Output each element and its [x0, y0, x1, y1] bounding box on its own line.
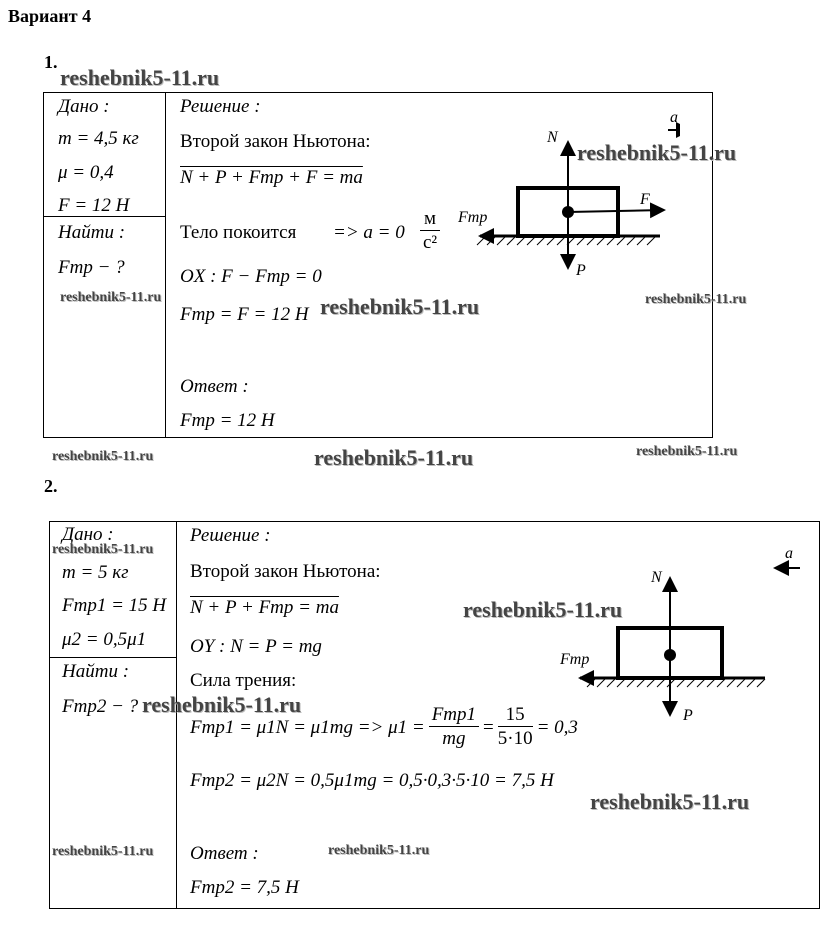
najti-label: Найти : — [62, 661, 130, 682]
newton-law-text: Второй закон Ньютона: — [190, 561, 381, 582]
vector-equation: N + P + Fтр + F = ma — [180, 167, 363, 188]
watermark: reshebnik5-11.ru — [320, 294, 480, 319]
dano-label: Дано : — [58, 96, 110, 117]
given-item: m = 4,5 кг — [58, 128, 139, 149]
watermark: reshebnik5-11.ru — [636, 444, 738, 459]
fraction-1-num: Fтр1 — [429, 704, 479, 727]
acceleration-label: a — [785, 545, 793, 562]
rest-text: Тело покоится — [180, 222, 297, 243]
watermark: reshebnik5-11.ru — [52, 542, 154, 557]
fraction-2-num: 15 — [498, 704, 533, 727]
problem-2-given-separator — [49, 657, 176, 658]
page-title: Вариант 4 — [8, 6, 92, 26]
given-item: m = 5 кг — [62, 562, 129, 583]
applied-force-label: F — [640, 191, 650, 208]
given-item: F = 12 Н — [58, 195, 130, 216]
given-item: Fтр1 = 15 Н — [62, 595, 167, 616]
given-item: μ = 0,4 — [58, 162, 114, 183]
najti-label: Найти : — [58, 222, 126, 243]
unit-numerator: м — [420, 208, 440, 231]
fraction-2 — [498, 704, 533, 751]
find-item: Fтр − ? — [58, 257, 125, 278]
gravity-label: P — [576, 262, 586, 279]
newton-law-text: Второй закон Ньютона: — [180, 131, 371, 152]
reshenie-label: Решение : — [190, 525, 271, 546]
force-diagram-2 — [550, 530, 815, 730]
vector-equation: N + P + Fтр = ma — [190, 597, 339, 618]
applied-force-arrow — [568, 210, 664, 212]
mu1-derivation: Fтр1 = μ1N = μ1mg => μ1 = $\frac{\text{Fтр1}}{mg}$ = $\frac{15}{5\cdot 10}$ = 0,3 — [190, 704, 578, 749]
mu1-result: = 0,3 — [536, 716, 578, 738]
watermark: reshebnik5-11.ru — [60, 290, 162, 305]
friction-label: Сила трения: — [190, 670, 297, 691]
gravity-label: P — [683, 707, 693, 724]
problem-1-number: 1. — [44, 52, 58, 72]
watermark: reshebnik5-11.ru — [577, 140, 737, 165]
answer-label: Ответ : — [190, 843, 259, 864]
watermark: reshebnik5-11.ru — [60, 65, 220, 90]
watermark: reshebnik5-11.ru — [645, 292, 747, 307]
friction-equation: Fтр = F = 12 Н — [180, 304, 309, 325]
answer-label: Ответ : — [180, 376, 249, 397]
problem-2-number: 2. — [44, 476, 58, 496]
watermark: reshebnik5-11.ru — [328, 843, 430, 858]
watermark: reshebnik5-11.ru — [590, 789, 750, 814]
answer-value: Fтр = 12 Н — [180, 410, 275, 431]
friction-force-label: Fтр — [458, 209, 488, 226]
fraction-1 — [429, 704, 479, 751]
watermark: reshebnik5-11.ru — [52, 844, 154, 859]
watermark: reshebnik5-11.ru — [52, 449, 154, 464]
watermark: reshebnik5-11.ru — [314, 445, 474, 470]
fraction-2-den: 5·10 — [497, 728, 533, 749]
ftr2-derivation: Fтр2 = μ2N = 0,5μ1mg = 0,5·0,3·5·10 = 7,5 Н — [190, 770, 554, 791]
unit-denominator: с² — [422, 232, 438, 253]
force-diagram-1 — [440, 100, 680, 280]
ox-equation: OX : F − Fтр = 0 — [180, 266, 322, 287]
watermark: reshebnik5-11.ru — [142, 692, 302, 717]
unit-fraction — [420, 208, 440, 255]
problem-1-divider — [165, 92, 166, 438]
find-item: Fтр2 − ? — [62, 696, 139, 717]
reshenie-label: Решение : — [180, 96, 261, 117]
given-item: μ2 = 0,5μ1 — [62, 629, 147, 650]
fraction-1-den: mg — [442, 728, 466, 749]
normal-force-label: N — [547, 129, 558, 146]
acceleration-label: a — [670, 109, 678, 126]
oy-equation: OY : N = P = mg — [190, 636, 322, 657]
mu1-left: Fтр1 = μ1N = μ1mg => μ1 = — [190, 716, 425, 738]
ground-hatching — [587, 679, 765, 687]
watermark: reshebnik5-11.ru — [463, 597, 623, 622]
rest-arrow-text: => a = 0 — [333, 222, 405, 243]
friction-force-label: Fтр — [560, 651, 590, 668]
ground-hatching — [477, 237, 655, 245]
answer-value: Fтр2 = 7,5 Н — [190, 877, 299, 898]
normal-force-label: N — [651, 569, 662, 586]
dano-label: Дано : — [62, 524, 114, 545]
